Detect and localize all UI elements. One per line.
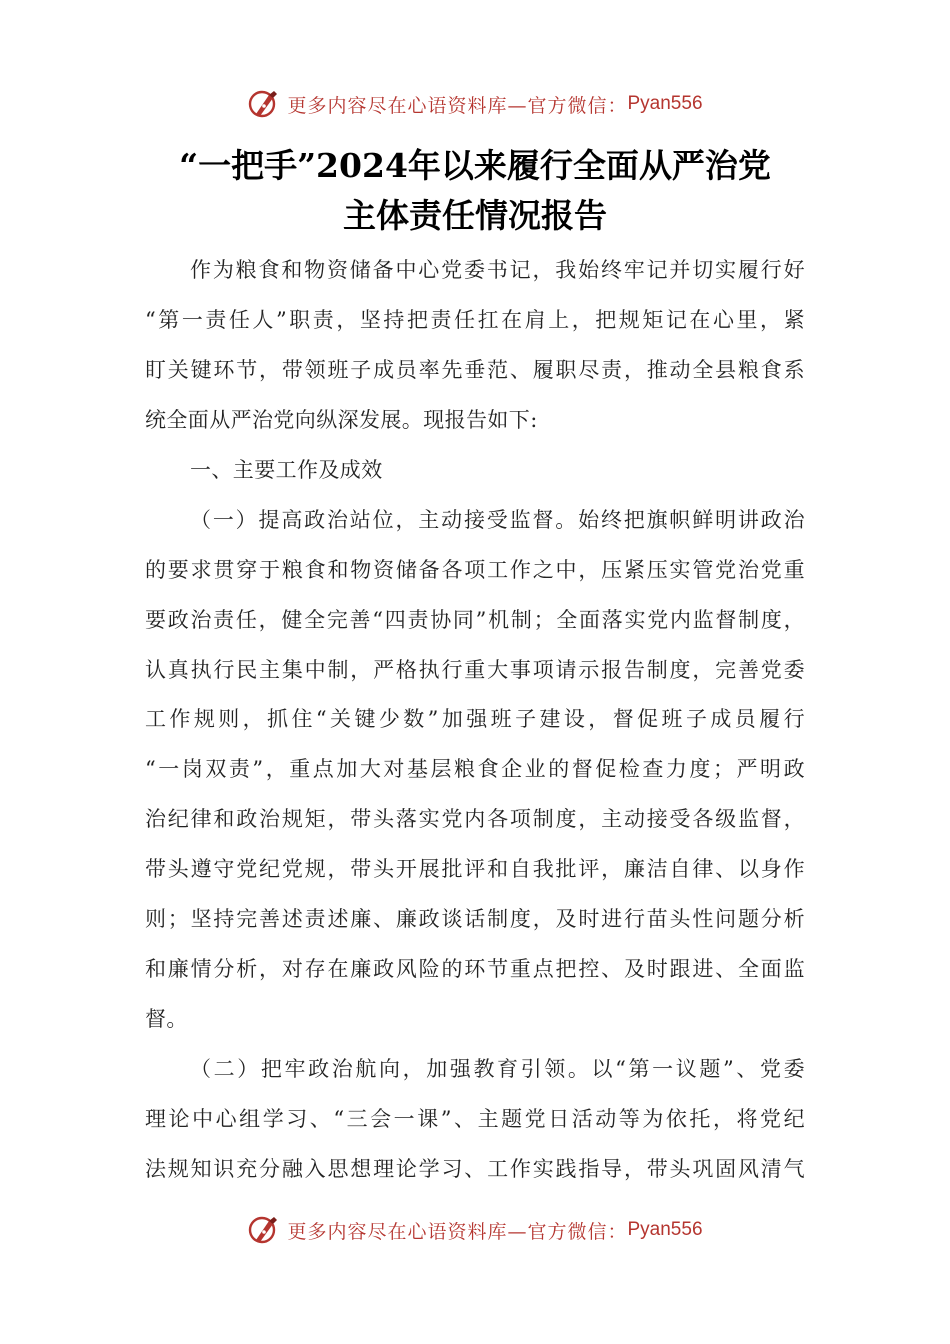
text-line: 的要求贯穿于粮食和物资储备各项工作之中，压紧压实管党治党重 [145, 557, 805, 582]
document-title-line-2: 主体责任情况报告 [343, 196, 607, 235]
text-line: 带头遵守党纪党规，带头开展批评和自我批评，廉洁自律、以身作 [145, 857, 805, 882]
watermark-text: 更多内容尽在心语资料库—官方微信： [287, 1220, 628, 1243]
wechat-id: Pyan556 [627, 1219, 703, 1240]
text-line: 理论中心组学习、“三会一课”、主题党日活动等为依托，将党纪 [145, 1106, 805, 1131]
document-body [145, 246, 805, 1195]
watermark-text: 更多内容尽在心语资料库—官方微信： [287, 94, 628, 117]
text-line: 和廉情分析，对存在廉政风险的环节重点把控、及时跟进、全面监 [145, 957, 805, 982]
pen-nib-logo-icon [247, 87, 281, 121]
document-title-line-1: “一把手”2024年以来履行全面从严治党 [179, 146, 771, 185]
text-line: （一）提高政治站位，主动接受监督。始终把旗帜鲜明讲政治 [190, 507, 805, 532]
text-line: （二）把牢政治航向，加强教育引领。以“第一议题”、党委 [190, 1057, 805, 1081]
wechat-id: Pyan556 [627, 93, 703, 114]
text-line: “第一责任人”职责，坚持把责任扛在肩上，把规矩记在心里，紧 [145, 307, 805, 332]
text-line: “一岗双责”，重点加大对基层粮食企业的督促检查力度；严明政 [145, 757, 805, 782]
text-line: 则；坚持完善述责述廉、廉政谈话制度，及时进行苗头性问题分析 [145, 907, 805, 932]
text-line: 治纪律和政治规矩，带头落实党内各项制度，主动接受各级监督， [145, 807, 805, 832]
watermark-header [0, 84, 950, 124]
text-line: 作为粮食和物资储备中心党委书记，我始终牢记并切实履行好 [190, 258, 805, 282]
text-line: 统全面从严治党向纵深发展。现报告如下: [145, 407, 538, 432]
text-line: 法规知识充分融入思想理论学习、工作实践指导，带头巩固风清气 [145, 1156, 805, 1181]
text-line: 要政治责任，健全完善“四责协同”机制；全面落实党内监督制度， [145, 607, 805, 632]
pen-nib-logo-icon [247, 1213, 281, 1247]
section-heading: 一、主要工作及成效 [190, 457, 383, 482]
text-line: 认真执行民主集中制，严格执行重大事项请示报告制度，完善党委 [145, 657, 805, 682]
text-line: 督。 [145, 1007, 188, 1032]
text-line: 盯关键环节，带领班子成员率先垂范、履职尽责，推动全县粮食系 [145, 357, 805, 382]
watermark-footer [0, 1210, 950, 1250]
text-line: 工作规则，抓住“关键少数”加强班子建设，督促班子成员履行 [145, 707, 805, 732]
